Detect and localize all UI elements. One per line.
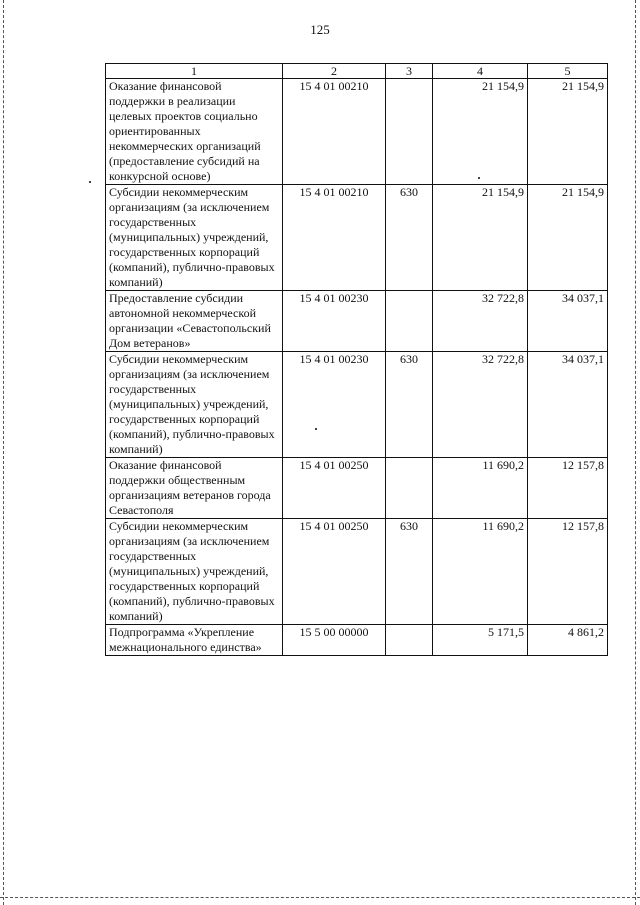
- table-row: [106, 79, 608, 185]
- row-code: 15 5 00 00000: [283, 625, 386, 656]
- column-header: 5: [528, 64, 608, 79]
- row-name: Оказание финансовой поддержки в реализации целевых проектов социально ориентированных некоммерческих организаций (предоставление субсидий на конкурсной основе): [106, 79, 283, 185]
- table-row: [106, 352, 608, 458]
- row-value-1: 11 690,2: [433, 519, 528, 625]
- table-header-row: [106, 64, 608, 79]
- row-type: 630: [386, 185, 433, 291]
- row-value-1: 21 154,9: [433, 185, 528, 291]
- row-code: 15 4 01 00250: [283, 519, 386, 625]
- row-name: Оказание финансовой поддержки общественным организациям ветеранов города Севастополя: [106, 458, 283, 519]
- row-code: 15 4 01 00230: [283, 352, 386, 458]
- row-name: Субсидии некоммерческим организациям (за исключением государственных (муниципальных) учреждений, государственных корпораций (компаний), публично-правовых компаний): [106, 519, 283, 625]
- row-type: 630: [386, 519, 433, 625]
- column-header: 4: [433, 64, 528, 79]
- row-code: 15 4 01 00250: [283, 458, 386, 519]
- row-type: [386, 291, 433, 352]
- row-code: 15 4 01 00210: [283, 79, 386, 185]
- row-code: 15 4 01 00230: [283, 291, 386, 352]
- page-number: 125: [310, 22, 330, 37]
- scan-speck: [89, 181, 91, 183]
- row-type: [386, 625, 433, 656]
- row-value-2: 34 037,1: [528, 352, 608, 458]
- row-name: Субсидии некоммерческим организациям (за исключением государственных (муниципальных) учреждений, государственных корпораций (компаний), публично-правовых компаний): [106, 352, 283, 458]
- row-name: Субсидии некоммерческим организациям (за исключением государственных (муниципальных) учреждений, государственных корпораций (компаний), публично-правовых компаний): [106, 185, 283, 291]
- row-value-2: 4 861,2: [528, 625, 608, 656]
- scan-edge-bottom: [0, 897, 640, 899]
- column-header: 2: [283, 64, 386, 79]
- row-type: 630: [386, 352, 433, 458]
- row-name: Предоставление субсидии автономной некоммерческой организации «Севастопольский Дом ветеранов»: [106, 291, 283, 352]
- row-value-2: 34 037,1: [528, 291, 608, 352]
- row-value-2: 12 157,8: [528, 458, 608, 519]
- row-value-2: 12 157,8: [528, 519, 608, 625]
- budget-table: [105, 63, 608, 656]
- row-value-1: 32 722,8: [433, 352, 528, 458]
- table-row: [106, 519, 608, 625]
- column-header: 1: [106, 64, 283, 79]
- row-value-2: 21 154,9: [528, 185, 608, 291]
- row-code: 15 4 01 00210: [283, 185, 386, 291]
- row-value-1: 5 171,5: [433, 625, 528, 656]
- row-value-1: 11 690,2: [433, 458, 528, 519]
- row-value-2: 21 154,9: [528, 79, 608, 185]
- scan-edge-left: [3, 0, 5, 905]
- scan-speck: [478, 177, 480, 179]
- table-row: [106, 625, 608, 656]
- column-header: 3: [386, 64, 433, 79]
- row-type: [386, 458, 433, 519]
- row-type: [386, 79, 433, 185]
- row-value-1: 21 154,9: [433, 79, 528, 185]
- row-value-1: 32 722,8: [433, 291, 528, 352]
- scan-edge-right: [635, 0, 637, 905]
- table-row: [106, 291, 608, 352]
- table-row: [106, 458, 608, 519]
- table-row: [106, 185, 608, 291]
- scan-speck: [315, 428, 317, 430]
- row-name: Подпрограмма «Укрепление межнационального единства»: [106, 625, 283, 656]
